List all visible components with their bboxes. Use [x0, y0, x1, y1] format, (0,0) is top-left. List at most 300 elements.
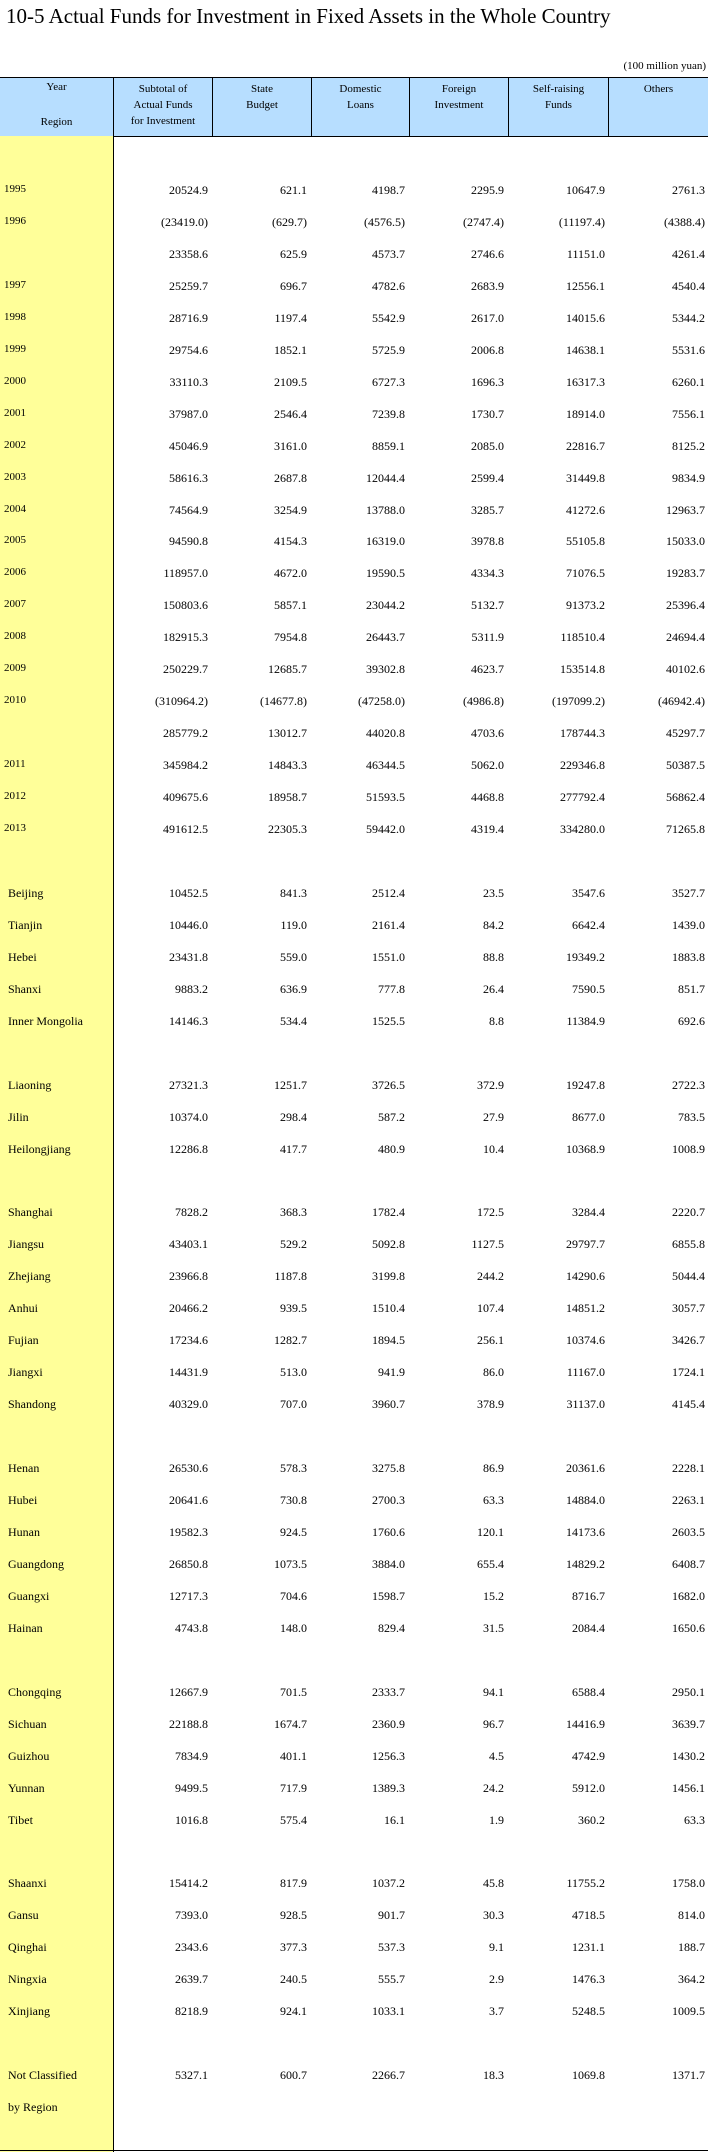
table-cell: 817.9 [280, 1876, 307, 1891]
table-cell: 1009.5 [672, 2004, 705, 2019]
table-cell: 15.2 [483, 1588, 504, 1603]
table-cell: 63.3 [483, 1493, 504, 1507]
table-cell: 5311.9 [471, 630, 504, 645]
table-cell: 16.1 [384, 1812, 405, 1827]
table-cell: 188.7 [678, 1940, 705, 1955]
table-cell: 941.9 [378, 1365, 405, 1380]
table-row [0, 694, 708, 714]
table-cell: 19283.7 [666, 566, 705, 581]
table-cell: 153514.8 [560, 662, 605, 677]
table-cell: 94590.8 [169, 534, 208, 549]
table-cell: 2295.9 [471, 183, 504, 197]
table-row [0, 375, 708, 395]
table-cell: 37987.0 [169, 406, 208, 421]
year-label: 2010 [4, 694, 26, 707]
region-label: Guangxi [8, 1588, 50, 1603]
table-cell: 7590.5 [572, 981, 605, 996]
table-cell: 2599.4 [471, 470, 504, 485]
table-cell: 44020.8 [366, 726, 405, 741]
year-label: 2013 [4, 822, 26, 834]
table-cell: 559.0 [280, 949, 307, 964]
table-cell: 14851.2 [566, 1301, 605, 1316]
table-cell: 14884.0 [566, 1493, 605, 1507]
table-cell: 704.6 [280, 1588, 307, 1603]
table-cell: 1127.5 [471, 1237, 504, 1252]
table-cell: 3.7 [489, 2004, 504, 2019]
table-cell: 178744.3 [560, 726, 605, 741]
table-cell: 1696.3 [471, 374, 504, 389]
table-cell: 71265.8 [666, 822, 705, 836]
table-cell: 364.2 [678, 1972, 705, 1987]
table-cell: 55105.8 [566, 534, 605, 549]
table-cell: 45297.7 [666, 726, 705, 741]
table-cell: 4718.5 [572, 1908, 605, 1923]
table-row [0, 279, 708, 299]
table-cell: 3161.0 [274, 438, 307, 453]
table-cell: 2084.4 [572, 1620, 605, 1635]
table-row [0, 215, 708, 235]
table-cell: 22188.8 [169, 1716, 208, 1731]
table-cell: 9499.5 [175, 1780, 208, 1795]
table-cell: 928.5 [280, 1908, 307, 1923]
table-cell: 1389.3 [372, 1780, 405, 1795]
region-label: Anhui [8, 1301, 38, 1316]
spacer-row [0, 1429, 708, 1449]
table-cell: (14677.8) [260, 694, 307, 709]
region-label: Shaanxi [8, 1876, 47, 1891]
table-cell: 621.1 [280, 183, 307, 197]
table-cell: 529.2 [280, 1237, 307, 1252]
column-header-line [410, 113, 508, 129]
table-cell: 1782.4 [372, 1205, 405, 1220]
table-cell: (11197.4) [558, 215, 605, 229]
table-cell: 16319.0 [366, 534, 405, 549]
table-cell: 20641.6 [169, 1493, 208, 1507]
table-cell: 4540.4 [672, 278, 705, 293]
table-cell: 11151.0 [566, 246, 605, 261]
column-header-line: Funds [545, 99, 572, 111]
table-cell: 12963.7 [666, 502, 705, 517]
table-cell: 2512.4 [372, 885, 405, 900]
table-cell: 851.7 [678, 981, 705, 996]
table-cell: 578.3 [280, 1461, 307, 1475]
column-header-line: Loans [347, 99, 374, 111]
column-header-line [609, 113, 708, 129]
table-cell: 4261.4 [672, 246, 705, 261]
table-row [0, 1301, 708, 1321]
table-cell: 2161.4 [372, 917, 405, 932]
table-row [0, 1525, 708, 1545]
table-row [0, 726, 708, 746]
table-row [0, 1237, 708, 1257]
table-cell: 4742.9 [572, 1748, 605, 1763]
region-label: Not Classified [8, 2068, 77, 2082]
table-cell: 2617.0 [471, 310, 504, 325]
table-cell: 11755.2 [566, 1876, 605, 1891]
table-cell: 2220.7 [672, 1205, 705, 1220]
table-cell: 7954.8 [274, 630, 307, 645]
table-cell: 7556.1 [672, 406, 705, 421]
table-cell: 4743.8 [175, 1620, 208, 1635]
column-header-line: Subtotal of [138, 83, 188, 95]
table-cell: 625.9 [280, 246, 307, 261]
table-cell: 1037.2 [372, 1876, 405, 1891]
table-cell: 18958.7 [268, 790, 307, 804]
table-cell: 277792.4 [560, 790, 605, 804]
column-header-line: Budget [246, 99, 278, 111]
column-header-line: State [251, 83, 273, 95]
table-cell: 11167.0 [566, 1365, 605, 1380]
table-cell: 692.6 [678, 1013, 705, 1028]
table-cell: 5062.0 [471, 758, 504, 773]
table-cell: 378.9 [477, 1397, 504, 1412]
table-cell: 119.0 [280, 917, 307, 932]
table-cell: 107.4 [477, 1301, 504, 1316]
table-cell: 3275.8 [372, 1461, 405, 1475]
table-row [0, 1717, 708, 1737]
table-row [0, 1110, 708, 1130]
table-cell: 2.9 [489, 1972, 504, 1987]
table-row [0, 1493, 708, 1513]
table-cell: 345984.2 [163, 758, 208, 773]
column-header-3 [409, 78, 508, 136]
column-header-line [213, 113, 311, 129]
table-cell: 39302.8 [366, 662, 405, 677]
table-cell: 777.8 [378, 981, 405, 996]
year-label: 2008 [4, 630, 26, 643]
table-cell: 12044.4 [366, 470, 405, 485]
table-row [0, 662, 708, 682]
table-row [0, 534, 708, 554]
table-row [0, 886, 708, 906]
region-label: Ningxia [8, 1972, 47, 1987]
table-cell: 5248.5 [572, 2004, 605, 2019]
table-cell: 23.5 [483, 885, 504, 900]
table-cell: 5531.6 [672, 342, 705, 357]
table-cell: 1033.1 [372, 2004, 405, 2019]
table-cell: 12667.9 [169, 1684, 208, 1699]
table-cell: 1008.9 [672, 1141, 705, 1156]
year-label: 2009 [4, 662, 26, 675]
table-cell: 3960.7 [372, 1397, 405, 1412]
table-cell: 4198.7 [372, 183, 405, 197]
table-cell: 2700.3 [372, 1493, 405, 1507]
table-cell: 360.2 [578, 1812, 605, 1827]
table-cell: 9834.9 [672, 470, 705, 485]
year-header: Year [46, 81, 67, 93]
table-cell: 182915.3 [163, 630, 208, 645]
table-cell: 480.9 [378, 1141, 405, 1156]
region-label: Hunan [8, 1524, 40, 1539]
table-cell: 2263.1 [672, 1493, 705, 1507]
table-cell: 14416.9 [566, 1716, 605, 1731]
column-header-line: Self-raising [532, 83, 585, 95]
table-cell: 26.4 [483, 981, 504, 996]
table-cell: 7828.2 [175, 1205, 208, 1220]
table-cell: 148.0 [280, 1620, 307, 1635]
table-cell: 86.0 [483, 1365, 504, 1380]
table-cell: 4145.4 [672, 1397, 705, 1412]
table-cell: 701.5 [280, 1684, 307, 1699]
table-cell: 14173.6 [566, 1524, 605, 1539]
table-cell: 1551.0 [372, 949, 405, 964]
table-cell: 1758.0 [672, 1876, 705, 1891]
year-label: 2004 [4, 502, 26, 515]
table-cell: 41272.6 [566, 502, 605, 517]
table-row [0, 1940, 708, 1960]
table-cell: 3639.7 [672, 1716, 705, 1731]
table-cell: 717.9 [280, 1780, 307, 1795]
table-cell: 150803.6 [163, 598, 208, 613]
region-label: Qinghai [8, 1940, 47, 1955]
column-header-line [509, 113, 608, 129]
table-cell: 298.4 [280, 1109, 307, 1124]
table-cell: 1251.7 [274, 1077, 307, 1092]
table-cell: 14638.1 [566, 342, 605, 357]
table-cell: 4623.7 [471, 662, 504, 677]
table-cell: 730.8 [280, 1493, 307, 1507]
table-row [0, 1908, 708, 1928]
table-cell: 1883.8 [672, 949, 705, 964]
table-cell: 8716.7 [572, 1588, 605, 1603]
year-label: 1997 [4, 278, 26, 291]
table-row [0, 2068, 708, 2088]
table-cell: 783.5 [678, 1109, 705, 1124]
table-cell: 17234.6 [169, 1333, 208, 1348]
table-cell: 120.1 [477, 1524, 504, 1539]
table-cell: 24.2 [483, 1780, 504, 1795]
table-cell: 74564.9 [169, 502, 208, 517]
table-cell: 31137.0 [566, 1397, 605, 1412]
table-cell: 1187.8 [274, 1269, 307, 1284]
table-cell: 172.5 [477, 1205, 504, 1220]
table-cell: 29754.6 [169, 342, 208, 357]
table-cell: 22305.3 [268, 822, 307, 836]
table-cell: 11384.9 [566, 1013, 605, 1028]
table-cell: 6727.3 [372, 374, 405, 389]
table-cell: 7239.8 [372, 406, 405, 421]
table-cell: 1730.7 [471, 406, 504, 421]
table-cell: 88.8 [483, 949, 504, 964]
year-label: 1995 [4, 183, 26, 195]
column-header-line [609, 97, 708, 113]
table-cell: 10647.9 [566, 183, 605, 197]
table-cell: 10374.6 [566, 1333, 605, 1348]
table-cell: 5912.0 [572, 1780, 605, 1795]
table-cell: 240.5 [280, 1972, 307, 1987]
table-cell: 58616.3 [169, 470, 208, 485]
year-label: 1998 [4, 310, 26, 323]
column-header-line: Domestic [339, 83, 382, 95]
table-cell: 20524.9 [169, 183, 208, 197]
table-cell: 3884.0 [372, 1556, 405, 1571]
table-cell: 30.3 [483, 1908, 504, 1923]
table-cell: 25396.4 [666, 598, 705, 613]
table-cell: 19582.3 [169, 1524, 208, 1539]
table-cell: 18.3 [483, 2068, 504, 2082]
table-cell: 12685.7 [268, 662, 307, 677]
table-row [0, 1557, 708, 1577]
region-label: Xinjiang [8, 2004, 50, 2019]
table-cell: 244.2 [477, 1269, 504, 1284]
table-cell: 28716.9 [169, 310, 208, 325]
table-cell: 26530.6 [169, 1461, 208, 1475]
table-row [0, 566, 708, 586]
table-cell: 3547.6 [572, 885, 605, 900]
table-cell: 1476.3 [572, 1972, 605, 1987]
region-label: by Region [8, 2100, 58, 2114]
table-cell: 26443.7 [366, 630, 405, 645]
region-label: Guizhou [8, 1748, 50, 1763]
table-cell: 3199.8 [372, 1269, 405, 1284]
table-cell: 5344.2 [672, 310, 705, 325]
table-cell: 655.4 [477, 1556, 504, 1571]
table-cell: 5092.8 [372, 1237, 405, 1252]
year-label: 2011 [4, 758, 26, 771]
spacer-row [0, 1844, 708, 1864]
table-cell: 417.7 [280, 1141, 307, 1156]
table-cell: 4154.3 [274, 534, 307, 549]
table-cell: 25259.7 [169, 278, 208, 293]
table-cell: (197099.2) [552, 694, 605, 709]
table-cell: 1069.8 [572, 2068, 605, 2082]
table-cell: 2639.7 [175, 1972, 208, 1987]
table-cell: 1510.4 [372, 1301, 405, 1316]
table-cell: 46344.5 [366, 758, 405, 773]
table-cell: 1256.3 [372, 1748, 405, 1763]
table-cell: (46942.4) [658, 694, 705, 709]
spacer-row [0, 1653, 708, 1673]
table-cell: 707.0 [280, 1397, 307, 1412]
table-cell: 491612.5 [163, 822, 208, 836]
spacer-row [0, 2036, 708, 2056]
region-label: Yunnan [8, 1780, 45, 1795]
table-cell: 901.7 [378, 1908, 405, 1923]
table-cell: 2360.9 [372, 1716, 405, 1731]
table-cell: 19349.2 [566, 949, 605, 964]
table-cell: 2687.8 [274, 470, 307, 485]
table-cell: 91373.2 [566, 598, 605, 613]
table-cell: 27.9 [483, 1109, 504, 1124]
table-cell: 4672.0 [274, 566, 307, 581]
table-row [0, 1589, 708, 1609]
table-cell: 12556.1 [566, 278, 605, 293]
table-cell: 96.7 [483, 1716, 504, 1731]
table-cell: 1674.7 [274, 1716, 307, 1731]
region-label: Fujian [8, 1333, 39, 1348]
table-cell: 23358.6 [169, 246, 208, 261]
table-row [0, 343, 708, 363]
year-label: 2000 [4, 374, 26, 387]
table-cell: 23044.2 [366, 598, 405, 613]
table-cell: 20361.6 [566, 1461, 605, 1475]
table-cell: 2761.3 [672, 183, 705, 197]
unit-label: (100 million yuan) [623, 60, 706, 72]
region-label: Shanghai [8, 1205, 53, 1220]
table-cell: 377.3 [280, 1940, 307, 1955]
table-cell: (4986.8) [463, 694, 504, 709]
table-row [0, 630, 708, 650]
year-label: 1996 [4, 215, 26, 227]
table-cell: 2546.4 [274, 406, 307, 421]
table-cell: 1282.7 [274, 1333, 307, 1348]
table-cell: 696.7 [280, 278, 307, 293]
table-cell: 6408.7 [672, 1556, 705, 1571]
table-row [0, 1205, 708, 1225]
table-row [0, 598, 708, 618]
region-label: Hebei [8, 949, 37, 964]
table-cell: 4703.6 [471, 726, 504, 741]
table-cell: 4782.6 [372, 278, 405, 293]
table-cell: 3726.5 [372, 1077, 405, 1092]
table-row [0, 2100, 708, 2120]
table-cell: 555.7 [378, 1972, 405, 1987]
table-cell: 33110.3 [169, 374, 208, 389]
table-cell: 9.1 [489, 1940, 504, 1955]
table-cell: 1852.1 [274, 342, 307, 357]
table-cell: 3284.4 [572, 1205, 605, 1220]
column-header-line: Investment [434, 99, 484, 111]
table-cell: 16317.3 [566, 374, 605, 389]
table-cell: 27321.3 [169, 1077, 208, 1092]
table-cell: 14431.9 [169, 1365, 208, 1380]
column-header-0 [113, 78, 212, 136]
table-cell: 9883.2 [175, 981, 208, 996]
table-cell: 15414.2 [169, 1876, 208, 1891]
table-row [0, 1333, 708, 1353]
table-cell: 10374.0 [169, 1109, 208, 1124]
column-header-line: Foreign [441, 83, 477, 95]
table-cell: 285779.2 [163, 726, 208, 741]
table-cell: 1525.5 [372, 1013, 405, 1028]
table-cell: 10.4 [483, 1141, 504, 1156]
table-cell: 1724.1 [672, 1365, 705, 1380]
table-header [0, 77, 708, 137]
table-cell: 45.8 [483, 1876, 504, 1891]
table-row [0, 183, 708, 203]
table-cell: 43403.1 [169, 1237, 208, 1252]
region-label: Gansu [8, 1908, 39, 1923]
table-cell: 1073.5 [274, 1556, 307, 1571]
table-cell: 2722.3 [672, 1077, 705, 1092]
table-cell: 118957.0 [163, 566, 208, 581]
table-cell: 10446.0 [169, 917, 208, 932]
column-header-line [312, 113, 409, 129]
table-cell: 26850.8 [169, 1556, 208, 1571]
table-cell: 587.2 [378, 1109, 405, 1124]
table-cell: 5327.1 [175, 2068, 208, 2082]
table-row [0, 1876, 708, 1896]
region-label: Tibet [8, 1812, 33, 1827]
table-cell: 31449.8 [566, 470, 605, 485]
region-label: Inner Mongolia [8, 1013, 83, 1028]
table-cell: 8125.2 [672, 438, 705, 453]
table-cell: 84.2 [483, 917, 504, 932]
table-cell: 86.9 [483, 1461, 504, 1475]
table-row [0, 1781, 708, 1801]
table-row [0, 407, 708, 427]
table-cell: 5725.9 [372, 342, 405, 357]
table-cell: 1760.6 [372, 1524, 405, 1539]
table-cell: 6642.4 [572, 917, 605, 932]
region-label: Sichuan [8, 1716, 47, 1731]
year-label: 2007 [4, 598, 26, 611]
table-cell: 841.3 [280, 885, 307, 900]
table-cell: 15033.0 [666, 534, 705, 549]
table-cell: 401.1 [280, 1748, 307, 1763]
region-label: Jiangsu [8, 1237, 44, 1252]
table-row [0, 247, 708, 267]
